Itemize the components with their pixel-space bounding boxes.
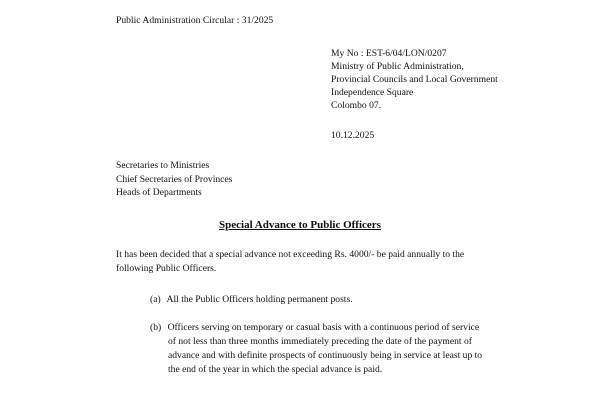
item-text-line: of not less than three months immediately preceding the date of the payment of [168, 336, 472, 347]
list-item-a [150, 293, 353, 307]
intro-line: following Public Officers. [116, 263, 217, 274]
address-line: Ministry of Public Administration, [331, 61, 464, 72]
item-text: All the Public Officers holding permanent posts. [166, 294, 353, 305]
circular-number: Public Administration Circular : 31/2025 [116, 15, 274, 26]
list-item-b [150, 321, 526, 377]
circular-date: 10.12.2025 [331, 130, 375, 141]
item-text-line: the end of the year in which the special advance is paid. [168, 364, 383, 375]
address-line: Independence Square [331, 87, 414, 98]
reference-block [331, 47, 498, 112]
address-line: Colombo 07. [331, 100, 382, 111]
address-line: Provincial Councils and Local Government [331, 74, 498, 85]
addressee: Secretaries to Ministries [116, 160, 210, 171]
item-label: (a) [150, 294, 161, 305]
reference-number: My No : EST-6/04/LON/0207 [331, 48, 447, 59]
subject-heading: Special Advance to Public Officers [219, 219, 381, 231]
item-text-line: advance and with definite prospects of continuously being in service at least up to [168, 350, 483, 361]
intro-line: It has been decided that a special advance not exceeding Rs. 4000/- be paid annually to the [116, 249, 465, 260]
item-text-line: Officers serving on temporary or casual basis with a continuous period of service [167, 322, 480, 333]
addressee-list [116, 159, 232, 200]
addressee: Heads of Departments [116, 187, 202, 198]
item-label: (b) [150, 322, 162, 333]
addressee: Chief Secretaries of Provinces [116, 173, 233, 185]
intro-paragraph [116, 248, 526, 276]
